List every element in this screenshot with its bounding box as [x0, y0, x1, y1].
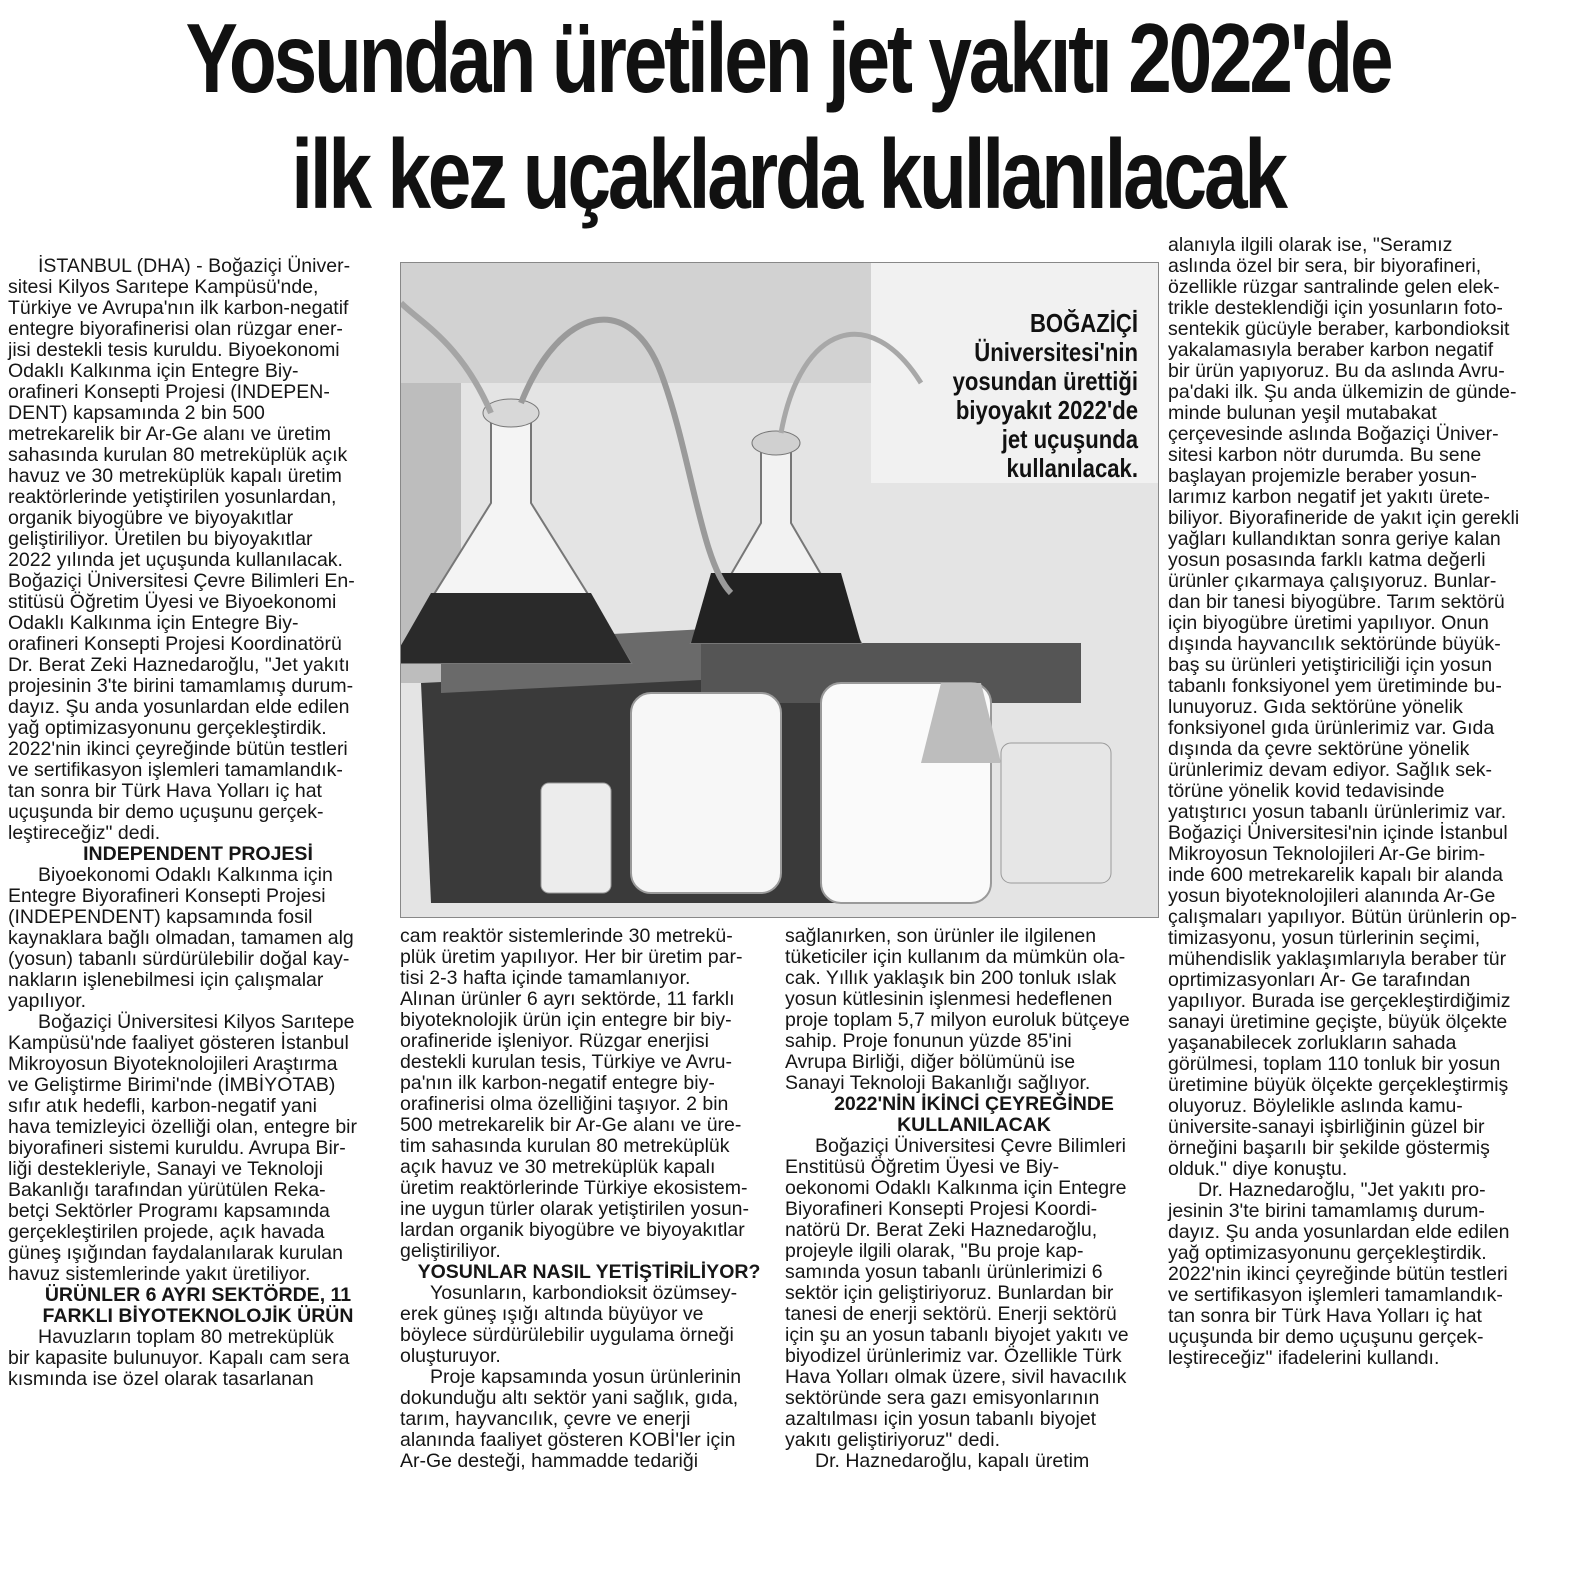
article-line: (INDEPENDENT) kapsamında fosil	[8, 906, 313, 928]
article-line: dışında da çevre sektörüne yönelik	[1168, 738, 1470, 760]
article-line: yapılıyor.	[8, 990, 87, 1012]
article-line: sağlanırken, son ürünler ile ilgilenen	[785, 925, 1097, 947]
article-line: sahasında kurulan 80 metreküplük açık	[8, 444, 348, 466]
article-line: jesinin 3'te birini tamamlamış durum-	[1168, 1200, 1485, 1222]
article-line: sıfır atık hedefli, karbon-negatif yani	[8, 1095, 317, 1117]
article-line: liği destekleriyle, Sanayi ve Teknoloji	[8, 1158, 324, 1180]
article-line: oluyoruz. Böylelikle aslında kamu-	[1168, 1095, 1463, 1117]
article-line: cam reaktör sistemlerinde 30 metrekü-	[400, 925, 733, 947]
article-line: nakların işlenebilmesi için çalışmalar	[8, 969, 324, 991]
article-line: 500 metrekarelik bir Ar-Ge alanı ve üre-	[400, 1114, 742, 1136]
article-line: betçi Sektörler Programı kapsamında	[8, 1200, 330, 1222]
article-line: orafineri Konsepti Projesi Koordinatörü	[8, 633, 342, 655]
article-line: yağları kullandıktan sonra geriye kalan	[1168, 528, 1501, 550]
article-line: yağ optimizasyonunu gerçekleştirdik.	[1168, 1242, 1487, 1264]
article-line: uçuşunda bir demo uçuşunu gerçek-	[8, 801, 324, 823]
caption-line: kullanılacak.	[1006, 453, 1138, 483]
article-line: plük üretim yapılıyor. Her bir üretim par-	[400, 946, 743, 968]
article-line: sektöründe sera gazı emisyonlarının	[785, 1387, 1100, 1409]
article-column-3	[785, 926, 1163, 1472]
article-line: oekonomi Odaklı Kalkınma için Entegre	[785, 1177, 1127, 1199]
article-line: metrekarelik bir Ar-Ge alanı ve üretim	[8, 423, 331, 445]
article-line: açık havuz ve 30 metreküplük kapalı	[400, 1156, 716, 1178]
article-line: ve sertifikasyon işlemleri tamamlandık-	[8, 759, 343, 781]
article-line: Bakanlığı tarafından yürütülen Reka-	[8, 1179, 326, 1201]
article-line: yakıtı geliştiriyoruz" dedi.	[785, 1429, 1001, 1451]
article-line: Biyoekonomi Odaklı Kalkınma için	[38, 864, 333, 886]
article-line: yosun posasında farklı katma değerli	[1168, 549, 1486, 571]
article-line: Odaklı Kalkınma için Entegre Biy-	[8, 612, 299, 634]
article-line: aslında özel bir sera, bir biyorafineri,	[1168, 255, 1482, 277]
caption-line: biyoyakıt 2022'de	[955, 395, 1138, 425]
article-line: jisi destekli tesis kuruldu. Biyoekonomi	[8, 339, 340, 361]
article-line: ürünlerimiz devam ediyor. Sağlık sek-	[1168, 759, 1493, 781]
article-line: 2022'nin ikinci çeyreğinde bütün testleri	[1168, 1263, 1508, 1285]
article-line: ve Geliştirme Birimi'nde (İMBİYOTAB)	[8, 1074, 336, 1096]
photo-caption	[951, 309, 1138, 483]
article-line: çalışmaları yapılıyor. Bütün ürünlerin op-	[1168, 906, 1518, 928]
article-line: sanayi üretimine geçişte, büyük ölçekte	[1168, 1011, 1508, 1033]
article-line: bir kapasite bulunuyor. Kapalı cam sera	[8, 1347, 350, 1369]
article-line: yatıştırıcı yosun tabanlı ürünlerimiz var.	[1168, 801, 1507, 823]
article-line: tanesi de enerji sektörü. Enerji sektörü	[785, 1303, 1117, 1325]
article-line: Boğaziçi Üniversitesi Kilyos Sarıtepe	[38, 1011, 355, 1033]
article-line: İSTANBUL (DHA) - Boğaziçi Üniver-	[38, 255, 351, 277]
article-line: cak. Yıllık yaklaşık bin 200 tonluk ıslak	[785, 967, 1117, 989]
article-line: yağ optimizasyonunu gerçekleştirdik.	[8, 717, 327, 739]
article-line: orafineri Konsepti Projesi (INDEPEN-	[8, 381, 330, 403]
article-line: geliştiriliyor. Üretilen bu biyoyakıtlar	[8, 528, 313, 550]
article-line: Boğaziçi Üniversitesi Çevre Bilimleri En-	[8, 570, 355, 592]
article-line: reaktörlerinde yetiştirilen yosunlardan,	[8, 486, 337, 508]
article-line: havuz ve 30 metreküplük kapalı üretim	[8, 465, 342, 487]
article-line: Mikroyosun Teknolojileri Ar-Ge birim-	[1168, 843, 1486, 865]
article-line: pa'nın ilk karbon-negatif entegre biy-	[400, 1072, 715, 1094]
article-line: oluşturuyor.	[400, 1345, 501, 1367]
article-line: havuz sistemlerinde yakıt üretiliyor.	[8, 1263, 311, 1285]
article-line: leştireceğiz" ifadelerini kullandı.	[1168, 1347, 1440, 1369]
article-line: minde bulunan yeşil mutabakat	[1168, 402, 1437, 424]
section-subheading: KULLANILACAK	[897, 1114, 1051, 1136]
section-subheading: 2022'NİN İKİNCİ ÇEYREĞİNDE	[834, 1093, 1114, 1115]
article-line: görülmesi, toplam 110 tonluk bir yosun	[1168, 1053, 1501, 1075]
section-subheading: FARKLI BİYOTEKNOLOJİK ÜRÜN	[42, 1305, 354, 1327]
article-line: Türkiye ve Avrupa'nın ilk karbon-negatif	[8, 297, 349, 319]
article-line: orafineride işleniyor. Rüzgar enerjisi	[400, 1030, 709, 1052]
article-line: örneğini başarılı bir şekilde göstermiş	[1168, 1137, 1490, 1159]
article-line: entegre biyorafinerisi olan rüzgar ener-	[8, 318, 343, 340]
article-line: sitesi Kilyos Sarıtepe Kampüsü'nde,	[8, 276, 319, 298]
article-line: böylece sürdürülebilir uygulama örneği	[400, 1324, 734, 1346]
article-line: güneş ışığından faydalanılarak kurulan	[8, 1242, 343, 1264]
article-line: sahip. Proje fonunun yüzde 85'ini	[785, 1030, 1072, 1052]
article-line: Ar-Ge desteği, hammadde tedariği	[400, 1450, 699, 1472]
article-line: geliştiriliyor.	[400, 1240, 501, 1262]
article-line: için şu an yosun tabanlı biyojet yakıtı ve	[785, 1324, 1129, 1346]
caption-line: jet uçuşunda	[1001, 424, 1138, 454]
article-line: Mikroyosun Biyoteknolojileri Araştırma	[8, 1053, 338, 1075]
article-line: için biyogübre üretimi yapılıyor. Onun	[1168, 612, 1489, 634]
article-line: yosun kütlesinin işlenmesi hedeflenen	[785, 988, 1113, 1010]
article-line: DENT) kapsamında 2 bin 500	[8, 402, 265, 424]
article-line: özellikle rüzgar santralinde gelen elek-	[1168, 276, 1500, 298]
article-line: fonksiyonel gıda ürünlerimiz var. Gıda	[1168, 717, 1495, 739]
article-line: lunuyoruz. Gıda sektörüne yönelik	[1168, 696, 1463, 718]
article-line: olduk." diye konuştu.	[1168, 1158, 1348, 1180]
article-line: 2022'nin ikinci çeyreğinde bütün testleri	[8, 738, 348, 760]
article-line: Avrupa Birliği, diğer bölümünü ise	[785, 1051, 1076, 1073]
article-line: Odaklı Kalkınma için Entegre Biy-	[8, 360, 299, 382]
article-line: destekli kurulan tesis, Türkiye ve Avru-	[400, 1051, 733, 1073]
article-line: törüne yönelik kovid tedavisinde	[1168, 780, 1445, 802]
article-line: dışında hayvancılık sektöründe büyük-	[1168, 633, 1501, 655]
article-line: biliyor. Biyorafineride de yakıt için gerekli	[1168, 507, 1520, 529]
article-line: baş su ürünleri yetiştiriciliği için yosun	[1168, 654, 1493, 676]
article-line: Biyorafineri Konsepti Projesi Koordi-	[785, 1198, 1098, 1220]
article-line: projesinin 3'te birini tamamlamış durum-	[8, 675, 354, 697]
article-line: Yosunların, karbondioksit özümsey-	[430, 1282, 738, 1304]
article-column-1	[8, 256, 388, 1390]
article-line: yapılıyor. Burada ise gerçekleştirdiğimiz	[1168, 990, 1511, 1012]
article-line: leştireceğiz" dedi.	[8, 822, 161, 844]
article-line: timizasyonu, yosun türlerinin seçimi,	[1168, 927, 1481, 949]
article-line: erek güneş ışığı altında büyüyor ve	[400, 1303, 704, 1325]
article-line: Kampüsü'nde faaliyet gösteren İstanbul	[8, 1032, 349, 1054]
article-line: stitüsü Öğretim Üyesi ve Biyoekonomi	[8, 591, 337, 613]
article-line: tarım, hayvancılık, çevre ve enerji	[400, 1408, 691, 1430]
article-line: sektör için geliştiriyoruz. Bunlardan bir	[785, 1282, 1114, 1304]
section-subheading: YOSUNLAR NASIL YETİŞTİRİLİYOR?	[417, 1261, 761, 1283]
article-line: pa'daki ilk. Şu anda ülkemizin de günde-	[1168, 381, 1517, 403]
article-line: alanında faaliyet gösteren KOBİ'ler için	[400, 1429, 736, 1451]
article-line: tim sahasında kurulan 80 metreküplük	[400, 1135, 730, 1157]
article-line: ve sertifikasyon işlemleri tamamlandık-	[1168, 1284, 1503, 1306]
article-line: dokunduğu altı sektör yani sağlık, gıda,	[400, 1387, 739, 1409]
article-line: Dr. Haznedaroğlu, kapalı üretim	[815, 1450, 1090, 1472]
article-line: tabanlı fonksiyonel yem üretiminde bu-	[1168, 675, 1502, 697]
article-line: Hava Yolları olmak üzere, sivil havacılık	[785, 1366, 1127, 1388]
section-subheading: ÜRÜNLER 6 AYRI SEKTÖRDE, 11	[44, 1284, 352, 1306]
article-line: 2022 yılında jet uçuşunda kullanılacak.	[8, 549, 343, 571]
article-line: üretim reaktörlerinde Türkiye ekosistem-	[400, 1177, 748, 1199]
article-line: Entegre Biyorafineri Konsepti Projesi	[8, 885, 326, 907]
article-line: Boğaziçi Üniversitesi'nin içinde İstanbul	[1168, 822, 1508, 844]
article-line: (yosun) tabanlı sürdürülebilir doğal kay-	[8, 948, 350, 970]
article-line: Proje kapsamında yosun ürünlerinin	[430, 1366, 742, 1388]
article-line: dayız. Şu anda yosunlardan elde edilen	[8, 696, 350, 718]
article-line: oprtimizasyonları Ar- Ge tarafından	[1168, 969, 1471, 991]
article-line: alanıyla ilgili olarak ise, "Seramız	[1168, 234, 1453, 256]
article-line: bir ürün yapıyoruz. Bu da aslında Avru-	[1168, 360, 1505, 382]
article-line: dan bir tanesi biyogübre. Tarım sektörü	[1168, 591, 1505, 613]
headline-line-1: Yosundan üretilen jet yakıtı 2022'de	[185, 3, 1391, 113]
article-line: Boğaziçi Üniversitesi Çevre Bilimleri	[815, 1135, 1127, 1157]
article-line: trikle desteklendiği için yosunların foto-	[1168, 297, 1503, 319]
article-line: biyodizel ürünlerimiz var. Özellikle Türk	[785, 1345, 1122, 1367]
article-line: hava temizleyici özelliği olan, entegre bir	[8, 1116, 358, 1138]
article-line: samında yosun tabanlı ürünlerimizi 6	[785, 1261, 1103, 1283]
article-line: biyoteknolojik ürün için entegre bir biy-	[400, 1009, 732, 1031]
article-line: ürünler çıkarmaya çalışıyoruz. Bunlar-	[1168, 570, 1497, 592]
article-line: tisi 2-3 hafta içinde tamamlanıyor.	[400, 967, 691, 989]
article-line: proje toplam 5,7 milyon euroluk bütçeye	[785, 1009, 1130, 1031]
article-line: lardan organik biyogübre ve biyoyakıtlar	[400, 1219, 745, 1241]
article-line: başlayan projemizle beraber yosun-	[1168, 465, 1477, 487]
article-line: sentekik gücüyle beraber, karbondioksit	[1168, 318, 1510, 340]
article-line: üretimine büyük ölçekte gerçekleştirmiş	[1168, 1074, 1509, 1096]
caption-line: BOĞAZİÇİ	[1029, 308, 1138, 338]
article-line: ine uygun türler olarak yetiştirilen yosun-	[400, 1198, 750, 1220]
article-line: tüketiciler için kullanım da mümkün ola-	[785, 946, 1126, 968]
article-line: Enstitüsü Öğretim Üyesi ve Biy-	[785, 1156, 1060, 1178]
article-line: dayız. Şu anda yosunlardan elde edilen	[1168, 1221, 1510, 1243]
headline-line-2: ilk kez uçaklarda kullanılacak	[291, 119, 1285, 229]
lab-photo	[400, 262, 1159, 918]
article-line: yakalamasıyla beraber karbon negatif	[1168, 339, 1494, 361]
article-line: yosun biyoteknolojileri alanında Ar-Ge	[1168, 885, 1496, 907]
article-line: Havuzların toplam 80 metreküplük	[38, 1326, 334, 1348]
article-line: orafinerisi olma özelliğini taşıyor. 2 bin	[400, 1093, 729, 1115]
article-line: larımız karbon negatif jet yakıtı ürete-	[1168, 486, 1490, 508]
article-line: Alınan ürünler 6 ayrı sektörde, 11 farklı	[400, 988, 735, 1010]
article-column-4	[1168, 235, 1568, 1369]
article-line: projeyle ilgili olarak, "Bu proje kap-	[785, 1240, 1084, 1262]
article-line: tan sonra bir Türk Hava Yolları iç hat	[8, 780, 322, 802]
article-line: Dr. Haznedaroğlu, "Jet yakıtı pro-	[1198, 1179, 1486, 1201]
article-line: natörü Dr. Berat Zeki Haznedaroğlu,	[785, 1219, 1098, 1241]
article-line: uçuşunda bir demo uçuşunu gerçek-	[1168, 1326, 1484, 1348]
article-line: Sanayi Teknoloji Bakanlığı sağlıyor.	[785, 1072, 1091, 1094]
caption-line: Üniversitesi'nin	[974, 337, 1138, 367]
article-column-2	[400, 926, 778, 1472]
article-line: organik biyogübre ve biyoyakıtlar	[8, 507, 294, 529]
article-line: inde 600 metrekarelik kapalı bir alanda	[1168, 864, 1503, 886]
article-line: mühendislik yaklaşımlarıyla beraber tür	[1168, 948, 1507, 970]
caption-line: yosundan ürettiği	[952, 366, 1138, 396]
section-subheading: INDEPENDENT PROJESİ	[83, 843, 313, 865]
article-line: azaltılması için yosun tabanlı biyojet	[785, 1408, 1097, 1430]
article-line: Dr. Berat Zeki Haznedaroğlu, "Jet yakıtı	[8, 654, 350, 676]
article-line: sitesi karbon nötr durumda. Bu sene	[1168, 444, 1482, 466]
article-line: gerçekleştirilen projede, açık havada	[8, 1221, 325, 1243]
article-line: kaynaklara bağlı olmadan, tamamen alg	[8, 927, 354, 949]
article-line: biyorafineri sistemi kuruldu. Avrupa Bir-	[8, 1137, 346, 1159]
headline	[158, 0, 1419, 232]
article-line: çerçevesinde aslında Boğaziçi Üniver-	[1168, 423, 1499, 445]
article-line: tan sonra bir Türk Hava Yolları iç hat	[1168, 1305, 1482, 1327]
article-line: üniversite-sanayi işbirliğinin güzel bir	[1168, 1116, 1485, 1138]
article-line: yaşanabilecek zorlukların sahada	[1168, 1032, 1457, 1054]
article-line: kısmında ise özel olarak tasarlanan	[8, 1368, 314, 1390]
